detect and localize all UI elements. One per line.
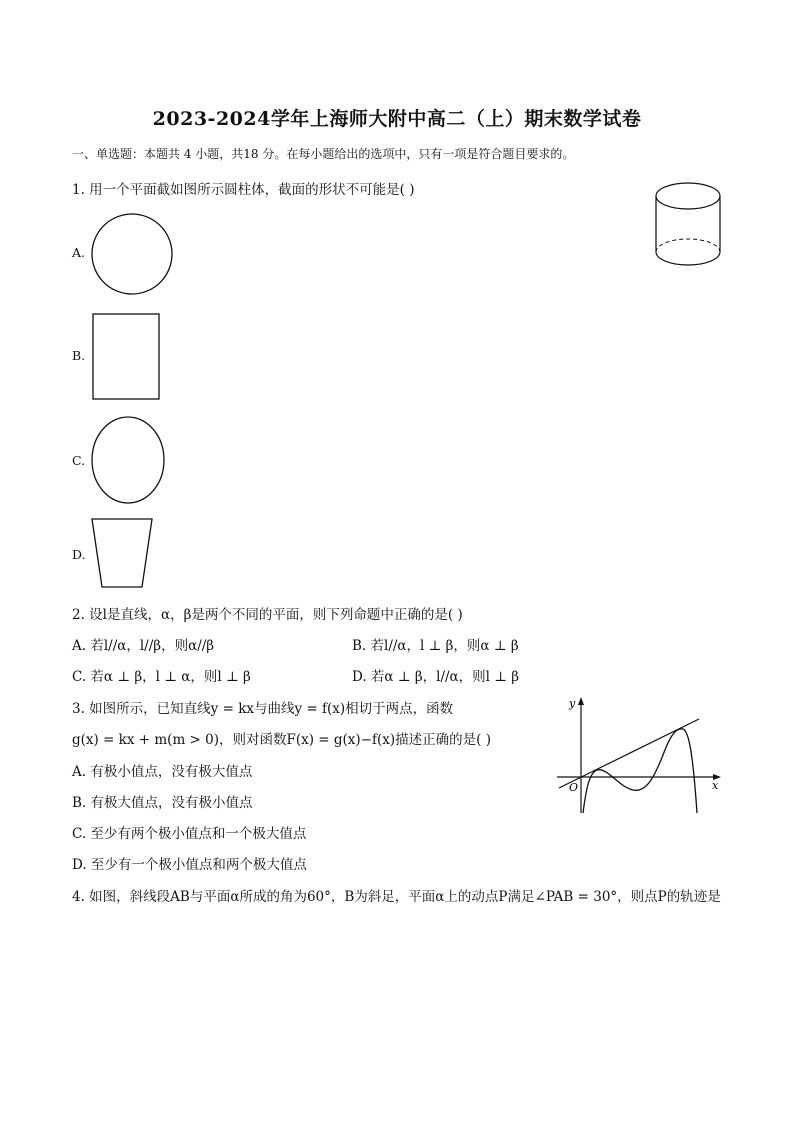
question-4-text: 4. 如图，斜线段AB与平面α所成的角为60°，B为斜足，平面α上的动点P满足∠PAB = 30°，则点P的轨迹是 [72, 889, 721, 905]
rectangle-shape [92, 313, 162, 401]
y-axis-label: y [569, 697, 576, 710]
section-heading: 一、单选题：本题共 4 小题，共18 分。在每小题给出的选项中，只有一项是符合题目要求的。 [72, 147, 575, 161]
origin-label: O [569, 781, 579, 794]
q1-option-b-label: B. [72, 348, 86, 363]
cylinder-figure [650, 180, 726, 272]
q3-option-a: A. 有极小值点，没有极大值点 [72, 764, 253, 780]
q3-option-d: D. 至少有一个极小值点和两个极大值点 [72, 857, 307, 873]
q2-option-c: C. 若α ⊥ β，l ⊥ α，则l ⊥ β [72, 669, 251, 685]
x-axis-label: x [712, 779, 719, 792]
ellipse-shape [90, 416, 168, 506]
question-3-line-2: g(x) = kx + m(m > 0)，则对函数F(x) = g(x)−f(x)描述正确的是( ) [72, 732, 491, 748]
tangent-curve-graph [555, 695, 725, 820]
q2-option-d: D. 若α ⊥ β，l//α，则l ⊥ β [352, 669, 520, 685]
q1-option-a-label: A. [72, 245, 86, 260]
q3-option-c: C. 至少有两个极小值点和一个极大值点 [72, 826, 307, 842]
question-3-line-1: 3. 如图所示，已知直线y = kx与曲线y = f(x)相切于两点，函数 [72, 701, 454, 717]
question-2-text: 2. 设l是直线，α，β是两个不同的平面，则下列命题中正确的是( ) [72, 607, 463, 623]
q2-option-a: A. 若l//α，l//β，则α//β [72, 638, 215, 654]
trapezoid-shape [90, 517, 156, 591]
circle-shape [90, 212, 174, 296]
q1-option-c-label: C. [72, 453, 86, 468]
q2-option-b: B. 若l//α，l ⊥ β，则α ⊥ β [352, 638, 519, 654]
q3-option-b: B. 有极大值点，没有极小值点 [72, 795, 253, 811]
question-1-text: 1. 用一个平面截如图所示圆柱体，截面的形状不可能是( ) [72, 182, 415, 198]
page-title: 2023-2024学年上海师大附中高二（上）期末数学试卷 [152, 108, 642, 130]
q1-option-d-label: D. [72, 547, 86, 562]
